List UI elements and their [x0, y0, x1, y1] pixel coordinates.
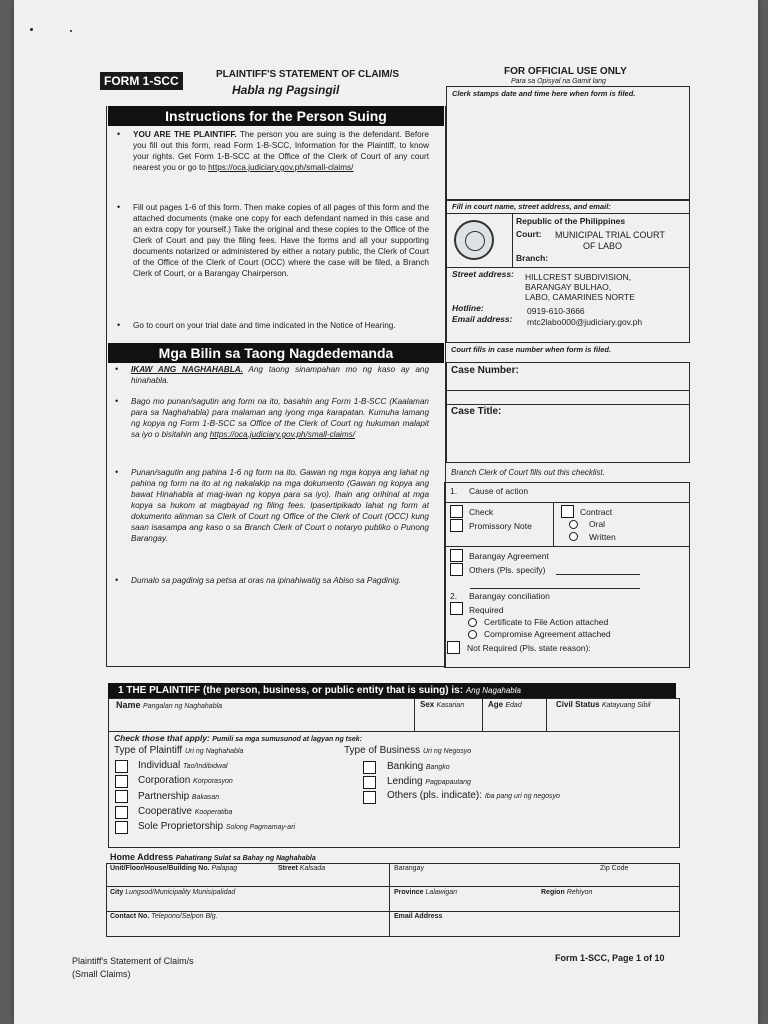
others-checkbox[interactable]: [450, 563, 463, 576]
street-line-2: BARANGAY BULHAO,: [525, 282, 612, 292]
divider: [446, 213, 690, 214]
certificate-radio[interactable]: [468, 618, 477, 627]
footer-left: [72, 955, 194, 981]
ink-speck: [30, 28, 33, 31]
banking-checkbox[interactable]: [363, 761, 376, 774]
cooperative-checkbox[interactable]: [115, 806, 128, 819]
bilin-item-3: • Punan/sagutin ang pahina 1-6 ng form na ito. Gawan ng mga kopya ang lahat ng pahina ng form na ito at ng nakalakip na mga dokumento (Gawan ng kopya ang bawat Hinahabla at mag-iwan ng kopya para sa iyo). Ihain ang orihinal at mga kopya sa hukom at magbayad ng filing fees. Ipasertipikado lahat ng form at dokumento alinman sa Clerk of Court ng Office of the Clerk of Court (OCC) kung saan isasampa ang kaso o sa Branch Clerk of Court o notaryo publiko o Punong Barangay.: [115, 467, 429, 543]
divider: [546, 698, 547, 731]
contact-label: Contact No. Telepono/Selpon Blg.: [110, 913, 218, 920]
others-label: Others (Pls. specify): [469, 565, 546, 575]
not-required-label: Not Required (Pls. state reason):: [467, 643, 591, 653]
divider: [106, 886, 680, 887]
barangay-agreement-checkbox[interactable]: [450, 549, 463, 562]
instruction-item-3: • Go to court on your trial date and time indicated in the Notice of Hearing.: [117, 320, 396, 330]
supreme-court-seal: [454, 220, 494, 260]
sole-proprietorship-checkbox[interactable]: [115, 821, 128, 834]
small-claims-link[interactable]: https://oca.judiciary.gov.ph/small-claims/: [209, 430, 356, 439]
individual-label: Individual Tao/Indibidwal: [138, 760, 228, 771]
court-fill-note: Fill in court name, street address, and email:: [452, 202, 611, 211]
sex-label: Sex Kasarian: [420, 700, 465, 709]
written-label: Written: [589, 532, 616, 542]
check-those-label: Check those that apply: Pumili sa mga sumusunod at lagyan ng tsek:: [114, 733, 363, 743]
contract-checkbox[interactable]: [561, 505, 574, 518]
promissory-checkbox[interactable]: [450, 519, 463, 532]
home-address-title: Home Address Pahatirang Sulat sa Bahay ng Naghahabla: [110, 852, 316, 862]
individual-checkbox[interactable]: [115, 760, 128, 773]
plaintiff-section-title: [108, 683, 676, 698]
contract-label: Contract: [580, 507, 613, 517]
form-title: PLAINTIFF'S STATEMENT OF CLAIM/S: [216, 69, 400, 80]
cooperative-label: Cooperative Kooperatiba: [138, 806, 233, 817]
checklist-note: Branch Clerk of Court fills out this checklist.: [451, 468, 605, 477]
instructions-heading: Instructions for the Person Suing: [108, 106, 444, 126]
official-use-heading: FOR OFFICIAL USE ONLY: [504, 66, 627, 77]
divider: [446, 267, 690, 268]
bilin-text: Dumalo sa pagdinig sa petsa at oras na ipinahiwatig sa Abiso sa Pagdinig.: [131, 576, 402, 585]
footer-form-title: Plaintiff's Statement of Claim/s: [72, 956, 194, 966]
type-business-label: Type of Business Uri ng Negosyo: [344, 745, 472, 756]
bilin-text: Punan/sagutin ang pahina 1-6 ng form na ito. Gawan ng mga kopya ang lahat ng pahina ng form na ito at ng nakalakip na mga dokumento (Gawan ng kopya ang bawat Hinahabla at mag-iwan ng kopya para sa iyo). Ihain ang orihinal at mga kopya sa hukom at magbayad ng filing fees. Ipasertipikado lahat ng form at dokumento alinman sa Clerk of Court ng Office of the Clerk of Court (OCC) kung saan isasampa ang kaso o sa Branch Clerk of Court o notaryo publiko o Punong Barangay.: [131, 468, 429, 543]
age-label: Age Edad: [488, 700, 522, 709]
city-field[interactable]: [110, 898, 385, 909]
lending-label: Lending Pagpapautang: [387, 776, 471, 787]
others-business-checkbox[interactable]: [363, 791, 376, 804]
instructions-panel: [106, 106, 446, 667]
instruction-text: The person you are suing is the defendant. Before you fill out this form, read Form 1-B-SCC, Information for the Plaintiff, to know your rights. Get Form 1-B-SCC at the Office of the Clerk of Court of any court nearest you or go to: [133, 130, 429, 172]
sole-proprietorship-label: Sole Proprietorship Solong Pagmamay-ari: [138, 821, 296, 832]
province-field[interactable]: [394, 898, 534, 909]
email-address-label: Email Address: [394, 913, 443, 920]
case-title-field[interactable]: [520, 406, 685, 458]
lending-checkbox[interactable]: [363, 776, 376, 789]
street-line-1: HILLCREST SUBDIVISION,: [525, 272, 632, 282]
unit-label: Unit/Floor/House/Building No. Palapag: [110, 865, 238, 872]
divider: [512, 213, 513, 267]
region-label: Region Rehiyon: [541, 889, 593, 896]
email-label: Email address:: [452, 314, 513, 324]
partnership-label: Partnership Bakasan: [138, 791, 220, 802]
bilin-lead: IKAW ANG NAGHAHABLA.: [131, 365, 243, 374]
written-radio[interactable]: [569, 532, 578, 541]
divider: [444, 546, 690, 547]
city-label: City Lungsod/Municipality Munisipalidad: [110, 889, 236, 896]
street-label: Street Kalsada: [278, 865, 326, 872]
divider: [106, 911, 680, 912]
clerk-stamp-box[interactable]: [446, 86, 690, 200]
bilin-item-1: • IKAW ANG NAGHAHABLA. Ang taong sinampahan mo ng kaso ay ang hinahabla.: [115, 364, 429, 385]
republic-label: Republic of the Philippines: [516, 216, 626, 226]
clerk-stamp-note: Clerk stamps date and time here when form is filed.: [452, 89, 636, 98]
compromise-label: Compromise Agreement attached: [484, 629, 611, 639]
partnership-checkbox[interactable]: [115, 790, 128, 803]
check-checkbox[interactable]: [450, 505, 463, 518]
name-label: Name Pangalan ng Naghahabla: [116, 700, 223, 710]
bilin-item-4: • Dumalo sa pagdinig sa petsa at oras na ipinahiwatig sa Abiso sa Pagdinig.: [115, 575, 402, 585]
age-field[interactable]: [486, 712, 542, 729]
street-line-3: LABO, CAMARINES NORTE: [525, 292, 635, 302]
court-name-2: OF LABO: [583, 241, 623, 251]
small-claims-link[interactable]: https://oca.judiciary.gov.ph/small-claims/: [208, 163, 354, 172]
barangay-label: Barangay: [394, 865, 424, 872]
instruction-text: Fill out pages 1-6 of this form. Then make copies of all pages of this form and the attached documents (make one copy for each defendant named in this case and an extra copy for yourself.) Take the original and these copies to the Office of the Clerk of Court and pay the filing fees. Have the forms and all your supporting documents notarized or administered by either a notary public, the Clerk of Court of the Office of the Clerk of Court (OCC) where the case will be filed, a Branch Clerk of Court, or a Barangay Chairperson.: [133, 203, 429, 278]
required-label: Required: [469, 605, 504, 615]
instruction-item-1: • YOU ARE THE PLAINTIFF. The person you are suing is the defendant. Before you fill out this form, read Form 1-B-SCC, Information for the Plaintiff, to know your rights. Get Form 1-B-SCC at the Office of the Clerk of Court of any court nearest you or go to https://oca.judiciary.gov.ph/small-claims/: [117, 129, 429, 172]
divider: [389, 863, 390, 937]
form-title-filipino: Habla ng Pagsingil: [232, 83, 340, 97]
oral-radio[interactable]: [569, 520, 578, 529]
case-title-label: Case Title:: [451, 406, 502, 417]
hotline-label: Hotline:: [452, 303, 484, 313]
official-use-filipino: Para sa Opisyal na Gamit lang: [511, 78, 606, 85]
email-address-field[interactable]: [394, 922, 676, 934]
case-number-field[interactable]: [530, 365, 685, 385]
instruction-text: Go to court on your trial date and time indicated in the Notice of Hearing.: [133, 321, 396, 330]
region-field[interactable]: [541, 898, 676, 909]
case-number-label: Case Number:: [451, 365, 519, 376]
street-label: Street address:: [452, 269, 514, 279]
others-line[interactable]: [556, 574, 640, 575]
divider: [444, 502, 690, 503]
cause-label: Cause of action: [469, 486, 529, 496]
barangay-agreement-label: Barangay Agreement: [469, 551, 549, 561]
instruction-item-2: • Fill out pages 1-6 of this form. Then make copies of all pages of this form and the attached documents (make one copy for each defendant named in this case and an extra copy for yourself.) Take the original and these copies to the Office of the Clerk of Court and pay the filing fees. Have the forms and all your supporting documents notarized or administered by either a notary public, the Clerk of Court of the Office of the Clerk of Court (OCC) where the case will be filed, a Branch Clerk of Court, or a Barangay Chairperson.: [117, 202, 429, 278]
instruction-lead: YOU ARE THE PLAINTIFF.: [133, 130, 237, 139]
unit-street-field[interactable]: [110, 874, 385, 885]
check-label: Check: [469, 507, 494, 517]
sex-field[interactable]: [418, 712, 478, 729]
plaintiff-title-text: 1 THE PLAINTIFF (the person, business, or public entity that is suing) is:: [118, 685, 464, 696]
bilin-text: Ang taong sinampahan mo ng kaso ay ang hinahabla.: [131, 365, 429, 385]
divider: [553, 502, 554, 546]
bilin-text: Bago mo punan/sagutin ang form na ito, basahin ang Form 1-B-SCC (Kaalaman para sa Naghahabla) para malaman ang iyong mga karapatan. Kumuha lamang ng kopya ng Form 1-B-SCC sa Office of the Clerk of Court ng hukuman malapit sa iyo o bisitahin ang: [131, 397, 429, 439]
email-value: mtc2labo000@judiciary.gov.ph: [527, 317, 643, 327]
bilin-item-2: • Bago mo punan/sagutin ang form na ito, basahin ang Form 1-B-SCC (Kaalaman para sa Naghahabla) para malaman ang iyong mga karapatan. Kumuha lamang ng kopya ng Form 1-B-SCC sa Office of the Clerk of Court ng hukuman malapit sa iyo o bisitahin ang https://oca.judiciary.gov.ph/small-claims/: [115, 396, 429, 439]
contact-field[interactable]: [110, 922, 385, 934]
province-label: Province Lalawigan: [394, 889, 458, 896]
compromise-radio[interactable]: [468, 630, 477, 639]
corporation-checkbox[interactable]: [115, 775, 128, 788]
not-required-checkbox[interactable]: [447, 641, 460, 654]
divider: [108, 731, 680, 732]
divider: [414, 698, 415, 731]
banking-label: Banking Bangko: [387, 761, 450, 772]
case-fill-note: Court fills in case number when form is filed.: [451, 345, 612, 354]
conciliation-num: 2.: [450, 591, 458, 601]
oral-label: Oral: [589, 519, 606, 529]
type-plaintiff-label: Type of Plaintiff Uri ng Naghahabla: [114, 745, 244, 756]
civil-status-field[interactable]: [550, 712, 676, 729]
divider: [446, 390, 690, 391]
court-name: MUNICIPAL TRIAL COURT: [555, 230, 665, 240]
cause-num: 1.: [450, 486, 458, 496]
promissory-label: Promissory Note: [469, 521, 532, 531]
others-business-label: Others (pls. indicate): Iba pang uri ng negosyo: [387, 790, 560, 801]
civil-status-label: Civil Status Katayuang Sibil: [556, 700, 651, 709]
page-number: Form 1-SCC, Page 1 of 10: [555, 953, 665, 963]
certificate-label: Certificate to File Action attached: [484, 617, 609, 627]
others-line-2[interactable]: [470, 588, 640, 589]
hotline-value: 0919-610-3666: [527, 306, 585, 316]
barangay-field[interactable]: [394, 874, 594, 885]
bilin-heading: Mga Bilin sa Taong Nagdedemanda: [108, 343, 444, 363]
divider: [482, 698, 483, 731]
branch-label: Branch:: [516, 253, 549, 263]
court-label: Court:: [516, 229, 542, 239]
conciliation-label: Barangay conciliation: [469, 591, 550, 601]
divider: [446, 404, 690, 405]
zip-field[interactable]: [600, 874, 676, 885]
form-number-badge: FORM 1-SCC: [100, 72, 183, 90]
plaintiff-title-fil: Ang Nagahabla: [465, 686, 521, 695]
footer-small-claims: (Small Claims): [72, 969, 131, 979]
zip-label: Zip Code: [600, 865, 629, 872]
name-field[interactable]: [112, 712, 410, 729]
required-checkbox[interactable]: [450, 602, 463, 615]
ink-speck: [70, 30, 72, 32]
corporation-label: Corporation Korporasyon: [138, 775, 233, 786]
